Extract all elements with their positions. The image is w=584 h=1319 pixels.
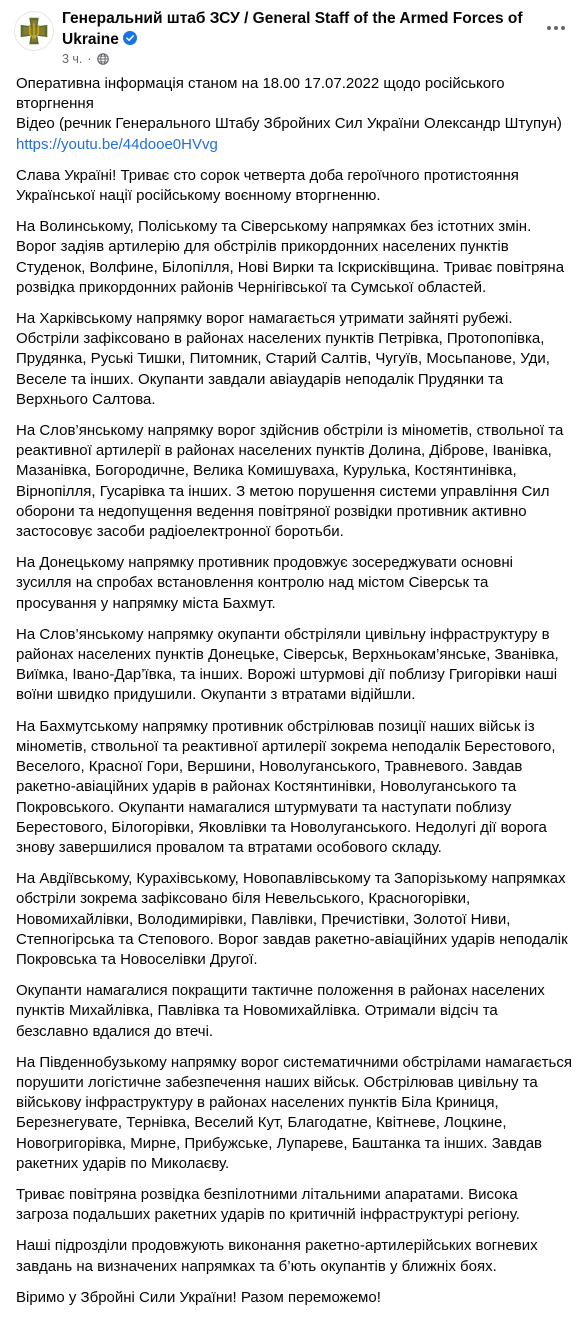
- paragraph: Наші підрозділи продовжують виконання ракетно-артилерійських вогневих завдань на визначених напрямках та б’ють окупантів у ближніх боях.: [16, 1237, 538, 1275]
- globe-icon[interactable]: [97, 53, 109, 65]
- intro-block: [16, 74, 572, 155]
- post-header: [0, 0, 584, 68]
- post-body: [16, 74, 572, 1319]
- paragraph: На Південнобузькому напрямку ворог систематичними обстрілами намагається порушити логістичне забезпечення наших військ. Обстрілював цивільну та військову інфраструктуру в районах населених пунктів Біла Криниця, Березнегувате, Тернівка, Веселий Кут, Благодатне, Квітневе, Лоцкине, Новогригорівка, Мирне, Прибужське, Лупареве, Баштанка та інших. Завдав ракетних ударів по Миколаєву.: [16, 1053, 572, 1172]
- paragraph: На Авдіївському, Курахівському, Новопавлівському та Запорізькому напрямках обстріли зокрема зафіксовано біля Невельського, Красногорівки, Новомихайлівки, Володимирівки, Павлівки, Пречистівки, Золотої Ниви, Степногірська та Степового. Ворог завдав ракетно-авіаційних ударів неподалік Покровська та Новоселівки Другої.: [16, 870, 568, 968]
- paragraph: На Бахмутському напрямку противник обстрілював позиції наших військ із мінометів, ствольної та реактивної артилерії зокрема неподалік Берестового, Веселого, Красної Гори, Вершини, Новолуганського, Травневого. Завдав ракетно-авіаційних ударів в районах Костянтинівки, Новолуганського та Покровського. Окупанти намагалися штурмувати та наступати поблизу Берестового, Білогорівки, Яковлівки та Новолуганського. Недолугі дії ворога знову завершилися провалом та втратами особового складу.: [16, 717, 556, 856]
- paragraph: На Донецькому напрямку противник продовжує зосереджувати основні зусилля на спробах встановлення контролю над містом Сіверськ та просування у напрямку міста Бахмут.: [16, 554, 513, 612]
- meta-separator: ·: [87, 52, 92, 66]
- post-meta: [62, 51, 109, 67]
- paragraph: Слава Україні! Триває сто сорок четверта доба героїчного протистояння Української нації російському воєнному вторгненню.: [16, 166, 519, 205]
- paragraph: На Слов’янському напрямку окупанти обстріляли цивільну інфраструктуру в районах населених пунктів Донецьке, Сіверськ, Верхньокам’янське, Званівка, Виїмка, Івано-Дар’ївка, та інших. Ворожі штурмові дії поблизу Григорівки наші воїни швидко придушили. Окупанти з втратами відійшли.: [16, 625, 559, 704]
- page-avatar[interactable]: [14, 11, 54, 51]
- more-options-button[interactable]: [540, 12, 572, 44]
- more-options-icon: [547, 26, 551, 30]
- paragraph: Триває повітряна розвідка безпілотними літальними апаратами. Висока загроза подальших ракетних ударів по критичній інфраструктурі регіону.: [16, 1185, 520, 1224]
- page-name[interactable]: [62, 8, 532, 50]
- paragraph: На Харківському напрямку ворог намагається утримати зайняті рубежі. Обстріли зафіксовано в районах населених пунктів Петрівка, Протопопівка, Прудянка, Руські Тишки, Питомник, Старий Салтів, Чугуїв, Мосьпанове, Уди, Веселе та інших. Окупанти завдали авіаударів неподалік Прудянки та Верхнього Салтова.: [16, 310, 550, 408]
- paragraph: На Волинському, Поліському та Сіверському напрямках без істотних змін. Ворог задіяв артилерію для обстрілів прикордонних населених пунктів Студенок, Волфине, Білопілля, Нові Вирки та Іскрисківщина. Триває повітряна розвідка прикордонних районів Чернігівської та Сумської областей.: [16, 218, 565, 296]
- post-timestamp[interactable]: 3 ч.: [62, 52, 83, 66]
- paragraph: На Слов’янському напрямку ворог здійснив обстріли із мінометів, ствольної та реактивної артилерії в районах населених пунктів Долина, Діброве, Іванівка, Мазанівка, Богородичне, Велика Комишуваха, Курулька, Костянтинівка, Вірнопілля, Гусарівка та інших. З метою порушення системи управління Сил оборони та недопущення ведення повітряної розвідки противник активно застосовує засоби радіоелектронної боротьби.: [16, 422, 564, 541]
- intro-line-1: Оперативна інформація станом на 18.00 17.07.2022 щодо російського вторгнення: [16, 75, 505, 113]
- armed-forces-emblem-icon: [15, 12, 53, 50]
- verified-badge-icon: [123, 31, 137, 45]
- paragraph: Віримо у Збройні Сили України! Разом переможемо!: [16, 1288, 381, 1306]
- video-link[interactable]: https://youtu.be/44dooe0HVvg: [16, 135, 218, 153]
- intro-line-2: Відео (речник Генерального Штабу Збройних Сил України Олександр Штупун): [16, 115, 562, 133]
- paragraph: Окупанти намагалися покращити тактичне положення в районах населених пунктів Михайлівка, Павлівка та Новомихайлівка. Отримали відсіч та безславно вдалися до втечі.: [16, 982, 545, 1040]
- page-name-text[interactable]: Генеральний штаб ЗСУ / General Staff of the Armed Forces of Ukraine: [62, 10, 523, 48]
